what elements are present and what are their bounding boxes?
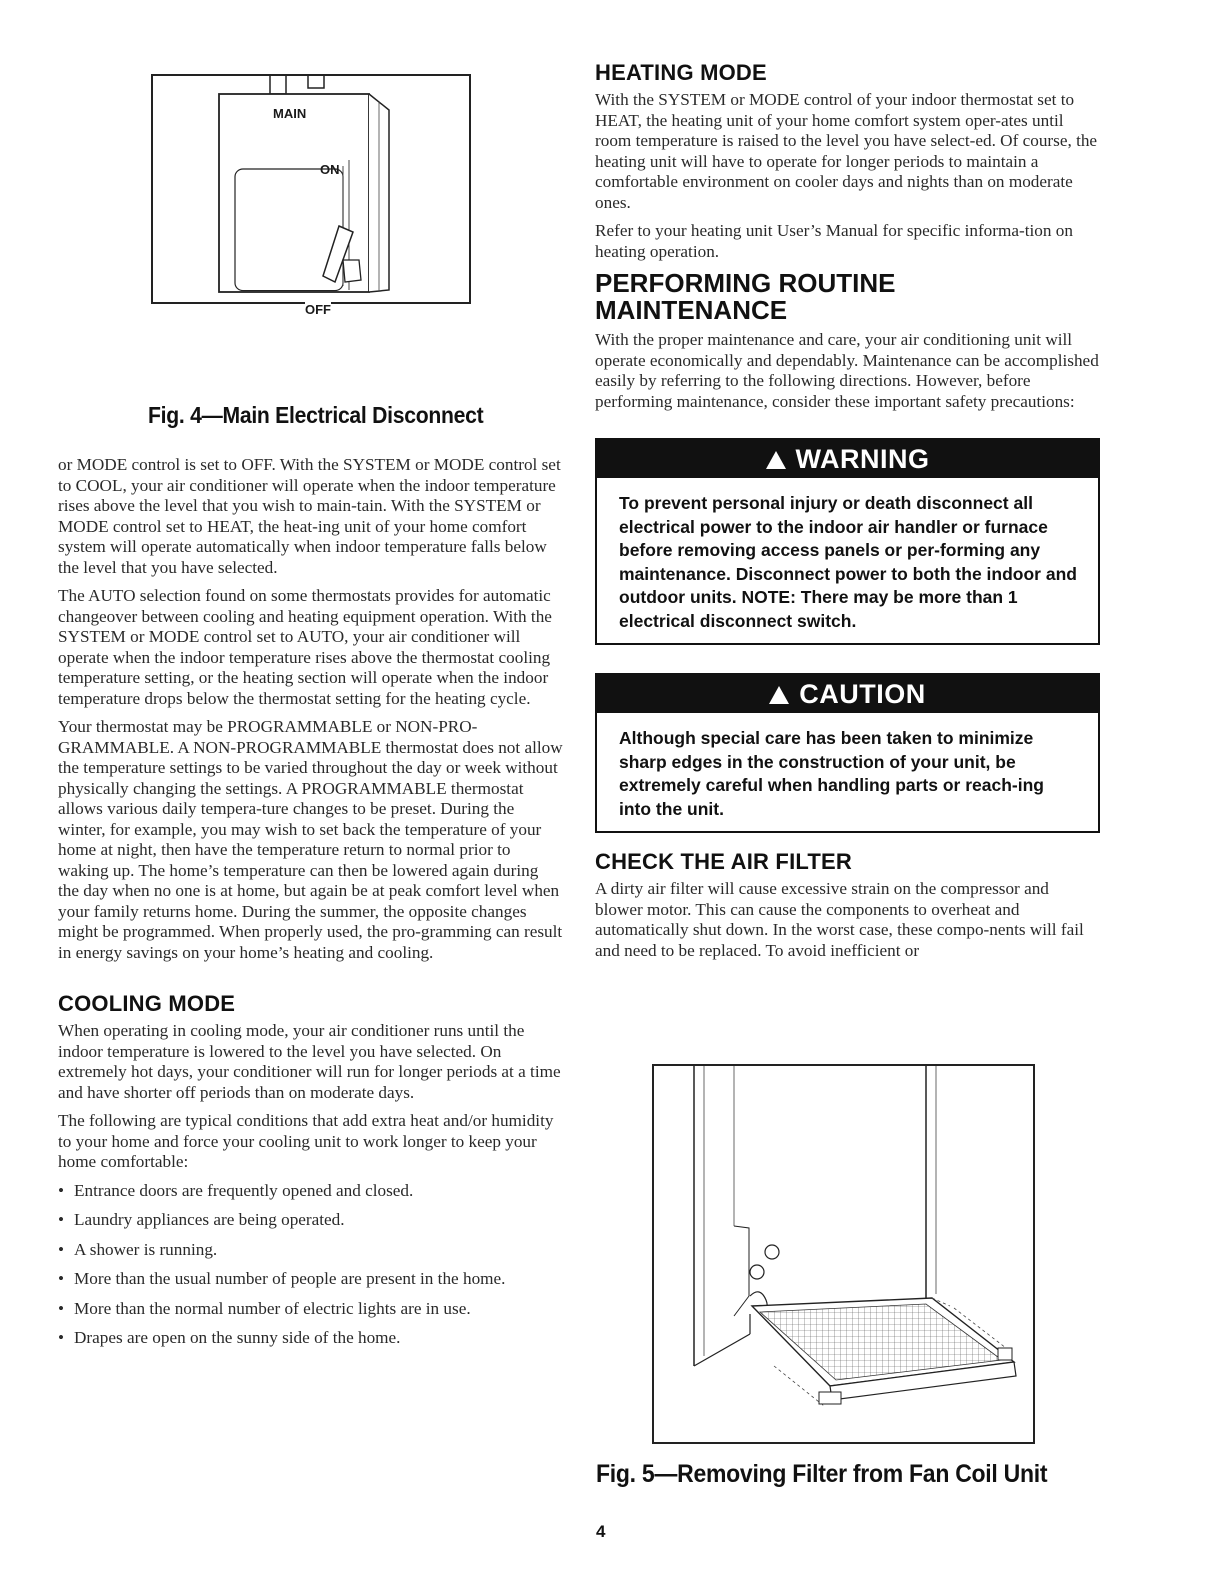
disconnect-switch-illustration [153,76,469,302]
caution-text: Although special care has been taken to minimize sharp edges in the construction of your unit, be extremely careful when handling parts or reach-ing into the unit. [619,728,1044,819]
figure-5-frame [652,1064,1035,1444]
warning-text: To prevent personal injury or death disconnect all electrical power to the indoor air handler or furnace before removing access panels or per-forming any maintenance. Disconnect power to both the indoor and outdoor units. NOTE: There may be more than 1 electrical disconnect switch. [619,493,1077,631]
paragraph-heating-manual: Refer to your heating unit User’s Manual for specific informa-tion on heating operation. [595,221,1073,261]
maintenance-heading [595,270,1100,324]
left-column [58,455,563,1358]
paragraph-maintenance: With the proper maintenance and care, your air conditioning unit will operate economically and dependably. Maintenance can be accomplished easily by referring to the following directions. However, before performing maintenance, consider these important safety precautions: [595,330,1099,411]
paragraph-heating-mode: With the SYSTEM or MODE control of your indoor thermostat set to HEAT, the heating unit of your home comfort system oper-ates until room temperature is raised to the level you have select-ed. Of course, the heating unit will have to operate for longer periods to maintain a comfortable environment on cooler days and nights than on moderate ones. [595,90,1098,212]
list-item: • Entrance doors are frequently opened and closed. [58,1181,563,1202]
label-on: ON [320,162,340,177]
figure-5-caption: Fig. 5—Removing Filter from Fan Coil Unit [596,1460,1048,1488]
paragraph-programmable: Your thermostat may be PROGRAMMABLE or NON-PRO-GRAMMABLE. A NON-PROGRAMMABLE thermostat does not allow the temperature settings to be varied throughout the day or week without physically changing the settings. A PROGRAMMABLE thermostat allows various daily tempera-ture changes to be preset. During the winter, for example, you may wish to set back the temperature of your home at night, then have the temperature return to normal prior to waking up. The home’s temperature can then be lowered again during the day when no one is at home, but again be at peak comfort level when your family returns home. During the summer, the opposite changes might be programmed. When properly used, the pro-gramming can result in energy savings on your home’s heating and cooling. [58,717,563,962]
list-item: • More than the usual number of people are present in the home. [58,1269,563,1290]
conditions-list [58,1181,563,1349]
heating-mode-heading: HEATING MODE [595,60,767,85]
warning-triangle-icon [766,451,786,469]
right-column [595,60,1100,969]
caution-title: CAUTION [799,679,926,709]
paragraph-auto-selection: The AUTO selection found on some thermostats provides for automatic changeover between cooling and heating equipment operation. With the SYSTEM or MODE control set to AUTO, your air conditioner will operate when the indoor temperature rises above the thermostat cooling temperature setting, or the heating section will operate when the indoor temperature drops below the thermostat setting for the heating cycle. [58,586,552,708]
warning-box [595,438,1100,645]
maintenance-heading-line1: PERFORMING ROUTINE [595,268,896,298]
warning-title: WARNING [795,444,930,474]
fan-coil-filter-illustration [654,1066,1033,1442]
list-item: • More than the normal number of electric lights are in use. [58,1299,563,1320]
paragraph-air-filter: A dirty air filter will cause excessive strain on the compressor and blower motor. This can cause the components to overheat and automatically shut down. In the worst case, these compo-nents will fail and need to be replaced. To avoid inefficient or [595,879,1084,960]
label-main: MAIN [273,106,307,121]
figure-4-frame [151,74,471,317]
cooling-mode-heading: COOLING MODE [58,991,236,1016]
caution-box [595,673,1100,833]
list-item: • Laundry appliances are being operated. [58,1210,563,1231]
maintenance-heading-line2: MAINTENANCE [595,295,788,325]
paragraph-mode-control: or MODE control is set to OFF. With the SYSTEM or MODE control set to COOL, your air conditioner will operate when the indoor temperature rises above the level that you wish to main-tain. With the SYSTEM or MODE control set to HEAT, the heat-ing unit of your home comfort system will operate automatically when indoor temperature falls below the level that you have selected. [58,455,561,577]
page-number: 4 [596,1522,606,1541]
warning-header [597,440,1098,478]
paragraph-typical-conditions: The following are typical conditions that add extra heat and/or humidity to your home and force your cooling unit to work longer to keep your home comfortable: [58,1111,554,1171]
figure-4-caption: Fig. 4—Main Electrical Disconnect [148,402,484,428]
check-air-filter-heading: CHECK THE AIR FILTER [595,849,852,874]
caution-header [597,675,1098,713]
label-off: OFF [305,302,331,317]
list-item: • A shower is running. [58,1240,563,1261]
list-item: • Drapes are open on the sunny side of the home. [58,1328,563,1349]
paragraph-cooling-mode: When operating in cooling mode, your air conditioner runs until the indoor temperature is lowered to the level you have selected. On extremely hot days, your conditioner will run for longer periods at a time and have shorter off periods than on moderate days. [58,1021,561,1102]
caution-triangle-icon [769,686,789,704]
